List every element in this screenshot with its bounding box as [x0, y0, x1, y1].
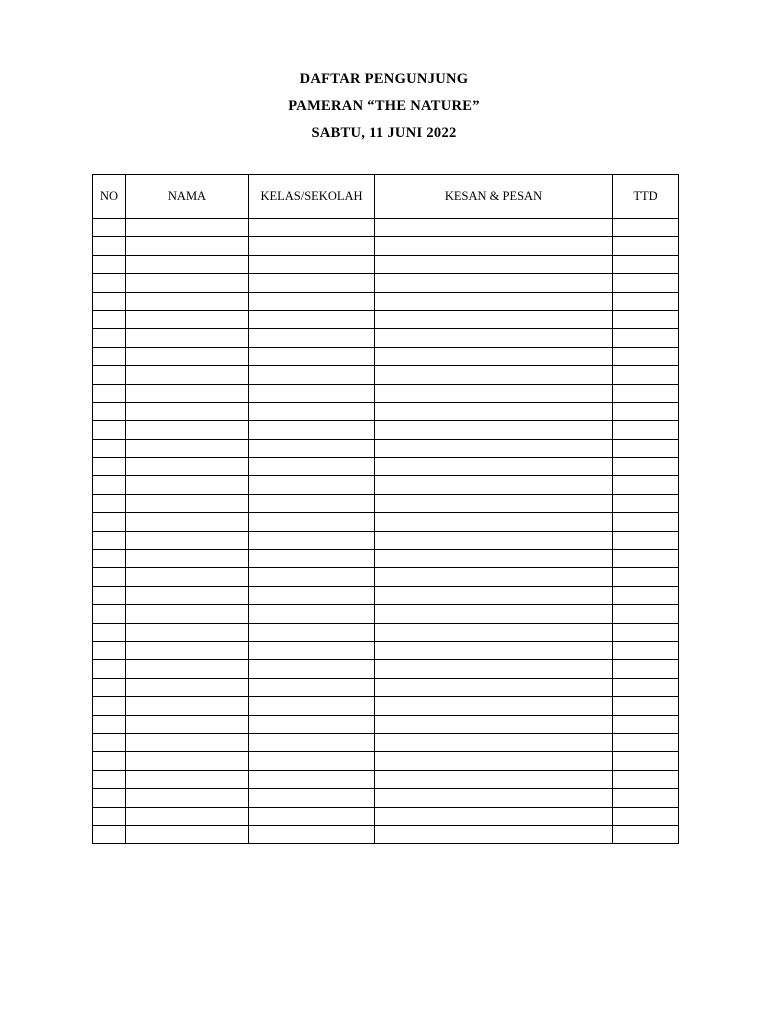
- cell-nama: [126, 623, 249, 641]
- cell-ttd: [613, 439, 679, 457]
- cell-kelas-sekolah: [249, 660, 375, 678]
- cell-kelas-sekolah: [249, 237, 375, 255]
- cell-kesan-pesan: [375, 274, 613, 292]
- cell-nama: [126, 568, 249, 586]
- cell-nama: [126, 641, 249, 659]
- cell-ttd: [613, 531, 679, 549]
- cell-no: [93, 255, 126, 273]
- cell-ttd: [613, 733, 679, 751]
- cell-kelas-sekolah: [249, 825, 375, 843]
- table-row: [93, 733, 679, 751]
- cell-no: [93, 513, 126, 531]
- table-row: [93, 586, 679, 604]
- cell-no: [93, 733, 126, 751]
- table-row: [93, 292, 679, 310]
- table-row: [93, 568, 679, 586]
- cell-nama: [126, 605, 249, 623]
- cell-ttd: [613, 347, 679, 365]
- table-row: [93, 770, 679, 788]
- cell-no: [93, 366, 126, 384]
- cell-no: [93, 568, 126, 586]
- cell-kelas-sekolah: [249, 421, 375, 439]
- cell-no: [93, 770, 126, 788]
- table-row: [93, 237, 679, 255]
- cell-ttd: [613, 513, 679, 531]
- table-row: [93, 752, 679, 770]
- table-row: [93, 402, 679, 420]
- column-header-ttd: TTD: [613, 175, 679, 219]
- cell-kesan-pesan: [375, 439, 613, 457]
- cell-ttd: [613, 494, 679, 512]
- cell-nama: [126, 494, 249, 512]
- cell-kelas-sekolah: [249, 807, 375, 825]
- cell-kelas-sekolah: [249, 641, 375, 659]
- title-line-heading: DAFTAR PENGUNJUNG: [299, 71, 469, 87]
- cell-ttd: [613, 550, 679, 568]
- cell-ttd: [613, 402, 679, 420]
- cell-ttd: [613, 255, 679, 273]
- cell-ttd: [613, 310, 679, 328]
- table-row: [93, 439, 679, 457]
- cell-nama: [126, 384, 249, 402]
- column-header-kesan-pesan: KESAN & PESAN: [375, 175, 613, 219]
- cell-ttd: [613, 789, 679, 807]
- cell-kelas-sekolah: [249, 752, 375, 770]
- table-row: [93, 660, 679, 678]
- cell-kesan-pesan: [375, 807, 613, 825]
- cell-no: [93, 807, 126, 825]
- table-row: [93, 531, 679, 549]
- cell-kesan-pesan: [375, 770, 613, 788]
- cell-no: [93, 274, 126, 292]
- cell-kesan-pesan: [375, 458, 613, 476]
- cell-nama: [126, 807, 249, 825]
- cell-ttd: [613, 219, 679, 237]
- cell-no: [93, 329, 126, 347]
- cell-nama: [126, 825, 249, 843]
- cell-ttd: [613, 752, 679, 770]
- cell-kesan-pesan: [375, 531, 613, 549]
- cell-nama: [126, 770, 249, 788]
- table-row: [93, 678, 679, 696]
- table-row: [93, 274, 679, 292]
- cell-no: [93, 789, 126, 807]
- cell-ttd: [613, 605, 679, 623]
- cell-kelas-sekolah: [249, 329, 375, 347]
- table-row: [93, 697, 679, 715]
- table-body: [93, 219, 679, 844]
- cell-nama: [126, 586, 249, 604]
- cell-kesan-pesan: [375, 623, 613, 641]
- cell-no: [93, 347, 126, 365]
- cell-ttd: [613, 660, 679, 678]
- table-row: [93, 605, 679, 623]
- cell-kesan-pesan: [375, 715, 613, 733]
- cell-kesan-pesan: [375, 586, 613, 604]
- table-row: [93, 825, 679, 843]
- cell-no: [93, 476, 126, 494]
- cell-nama: [126, 476, 249, 494]
- cell-ttd: [613, 623, 679, 641]
- column-header-no: NO: [93, 175, 126, 219]
- cell-no: [93, 697, 126, 715]
- cell-nama: [126, 697, 249, 715]
- cell-no: [93, 531, 126, 549]
- cell-nama: [126, 752, 249, 770]
- cell-kelas-sekolah: [249, 531, 375, 549]
- cell-ttd: [613, 568, 679, 586]
- table-row: [93, 366, 679, 384]
- cell-kelas-sekolah: [249, 678, 375, 696]
- cell-kelas-sekolah: [249, 623, 375, 641]
- cell-kesan-pesan: [375, 237, 613, 255]
- cell-nama: [126, 421, 249, 439]
- cell-nama: [126, 255, 249, 273]
- cell-kelas-sekolah: [249, 458, 375, 476]
- cell-nama: [126, 402, 249, 420]
- table-row: [93, 641, 679, 659]
- cell-kelas-sekolah: [249, 219, 375, 237]
- cell-kesan-pesan: [375, 568, 613, 586]
- cell-kesan-pesan: [375, 641, 613, 659]
- cell-no: [93, 641, 126, 659]
- cell-kesan-pesan: [375, 476, 613, 494]
- cell-nama: [126, 715, 249, 733]
- cell-kelas-sekolah: [249, 476, 375, 494]
- cell-nama: [126, 219, 249, 237]
- cell-kesan-pesan: [375, 678, 613, 696]
- document-title: [0, 66, 768, 147]
- cell-no: [93, 439, 126, 457]
- cell-ttd: [613, 292, 679, 310]
- cell-ttd: [613, 586, 679, 604]
- cell-no: [93, 384, 126, 402]
- cell-ttd: [613, 274, 679, 292]
- cell-kesan-pesan: [375, 347, 613, 365]
- cell-kelas-sekolah: [249, 255, 375, 273]
- cell-nama: [126, 789, 249, 807]
- cell-kelas-sekolah: [249, 292, 375, 310]
- table-row: [93, 513, 679, 531]
- cell-nama: [126, 458, 249, 476]
- cell-kesan-pesan: [375, 402, 613, 420]
- cell-kesan-pesan: [375, 825, 613, 843]
- table-row: [93, 789, 679, 807]
- table-row: [93, 494, 679, 512]
- cell-ttd: [613, 697, 679, 715]
- cell-kesan-pesan: [375, 384, 613, 402]
- cell-nama: [126, 513, 249, 531]
- cell-nama: [126, 660, 249, 678]
- cell-nama: [126, 733, 249, 751]
- cell-kelas-sekolah: [249, 770, 375, 788]
- cell-kesan-pesan: [375, 513, 613, 531]
- cell-no: [93, 292, 126, 310]
- cell-kelas-sekolah: [249, 605, 375, 623]
- cell-nama: [126, 310, 249, 328]
- table-row: [93, 715, 679, 733]
- cell-no: [93, 623, 126, 641]
- cell-no: [93, 660, 126, 678]
- cell-kelas-sekolah: [249, 310, 375, 328]
- cell-ttd: [613, 641, 679, 659]
- cell-kesan-pesan: [375, 329, 613, 347]
- cell-ttd: [613, 329, 679, 347]
- table-row: [93, 310, 679, 328]
- cell-kelas-sekolah: [249, 366, 375, 384]
- cell-kesan-pesan: [375, 494, 613, 512]
- cell-ttd: [613, 825, 679, 843]
- table-row: [93, 421, 679, 439]
- cell-ttd: [613, 237, 679, 255]
- table-row: [93, 458, 679, 476]
- cell-nama: [126, 550, 249, 568]
- cell-kesan-pesan: [375, 310, 613, 328]
- cell-ttd: [613, 421, 679, 439]
- cell-kesan-pesan: [375, 550, 613, 568]
- cell-kelas-sekolah: [249, 384, 375, 402]
- column-header-kelas-sekolah: KELAS/SEKOLAH: [249, 175, 375, 219]
- title-line-event: PAMERAN “THE NATURE”: [288, 98, 480, 114]
- cell-no: [93, 402, 126, 420]
- table-row: [93, 329, 679, 347]
- cell-nama: [126, 347, 249, 365]
- cell-no: [93, 494, 126, 512]
- cell-ttd: [613, 770, 679, 788]
- cell-ttd: [613, 476, 679, 494]
- cell-kelas-sekolah: [249, 789, 375, 807]
- cell-no: [93, 550, 126, 568]
- table-row: [93, 807, 679, 825]
- cell-no: [93, 458, 126, 476]
- cell-kelas-sekolah: [249, 513, 375, 531]
- cell-kesan-pesan: [375, 219, 613, 237]
- cell-kelas-sekolah: [249, 586, 375, 604]
- cell-ttd: [613, 458, 679, 476]
- table-row: [93, 550, 679, 568]
- cell-ttd: [613, 807, 679, 825]
- cell-kesan-pesan: [375, 292, 613, 310]
- cell-kelas-sekolah: [249, 568, 375, 586]
- cell-ttd: [613, 715, 679, 733]
- cell-kelas-sekolah: [249, 550, 375, 568]
- cell-nama: [126, 292, 249, 310]
- cell-no: [93, 752, 126, 770]
- cell-kesan-pesan: [375, 752, 613, 770]
- cell-ttd: [613, 366, 679, 384]
- cell-kelas-sekolah: [249, 439, 375, 457]
- cell-no: [93, 421, 126, 439]
- title-line-date: SABTU, 11 JUNI 2022: [311, 125, 457, 141]
- cell-no: [93, 310, 126, 328]
- cell-kesan-pesan: [375, 697, 613, 715]
- cell-nama: [126, 274, 249, 292]
- cell-kelas-sekolah: [249, 715, 375, 733]
- table-row: [93, 347, 679, 365]
- table-row: [93, 623, 679, 641]
- cell-kesan-pesan: [375, 660, 613, 678]
- cell-ttd: [613, 678, 679, 696]
- cell-nama: [126, 678, 249, 696]
- cell-no: [93, 605, 126, 623]
- table-header-row: [93, 175, 679, 219]
- cell-no: [93, 678, 126, 696]
- cell-nama: [126, 531, 249, 549]
- cell-no: [93, 586, 126, 604]
- table-row: [93, 255, 679, 273]
- cell-kesan-pesan: [375, 605, 613, 623]
- cell-kesan-pesan: [375, 255, 613, 273]
- cell-kelas-sekolah: [249, 494, 375, 512]
- cell-nama: [126, 237, 249, 255]
- cell-no: [93, 825, 126, 843]
- cell-nama: [126, 439, 249, 457]
- cell-nama: [126, 329, 249, 347]
- cell-kesan-pesan: [375, 421, 613, 439]
- cell-kelas-sekolah: [249, 697, 375, 715]
- cell-ttd: [613, 384, 679, 402]
- table-row: [93, 476, 679, 494]
- cell-kesan-pesan: [375, 366, 613, 384]
- cell-nama: [126, 366, 249, 384]
- cell-kesan-pesan: [375, 733, 613, 751]
- cell-kelas-sekolah: [249, 402, 375, 420]
- visitor-table: [92, 174, 679, 844]
- cell-kelas-sekolah: [249, 274, 375, 292]
- table-row: [93, 219, 679, 237]
- cell-no: [93, 219, 126, 237]
- cell-no: [93, 237, 126, 255]
- table-row: [93, 384, 679, 402]
- cell-kesan-pesan: [375, 789, 613, 807]
- column-header-nama: NAMA: [126, 175, 249, 219]
- cell-kelas-sekolah: [249, 733, 375, 751]
- cell-no: [93, 715, 126, 733]
- cell-kelas-sekolah: [249, 347, 375, 365]
